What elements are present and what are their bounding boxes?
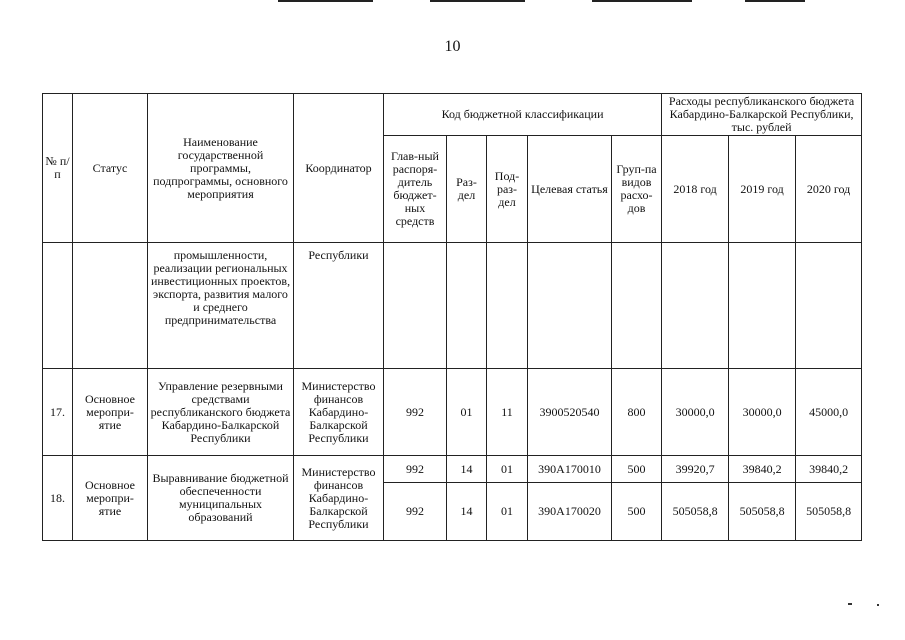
cell-2019: 30000,0 xyxy=(729,369,796,456)
top-rule xyxy=(430,0,525,2)
page-number: 10 xyxy=(444,38,461,55)
cell-vid: 500 xyxy=(612,483,662,541)
cell-num: 17. xyxy=(43,369,73,456)
cell-grbs: 992 xyxy=(384,456,447,483)
cell-2019: 505058,8 xyxy=(729,483,796,541)
cell-2018: 39920,7 xyxy=(662,456,729,483)
header-vid: Груп-па видов расхо-дов xyxy=(612,136,662,243)
cell-coordinator: Министерство финансов Кабардино-Балкарской Республики xyxy=(294,369,384,456)
cell-status: Основное меропри-ятие xyxy=(73,456,148,541)
header-expense-group: Расходы республиканского бюджета Кабардино-Балкарской Республики, тыс. рублей xyxy=(662,94,862,136)
cell-razdel: 01 xyxy=(447,369,487,456)
cell-2019: 39840,2 xyxy=(729,456,796,483)
cell-num: 18. xyxy=(43,456,73,541)
header-code-group: Код бюджетной классификации xyxy=(384,94,662,136)
cell-coordinator: Республики xyxy=(294,243,384,369)
cell-2020: 505058,8 xyxy=(796,483,862,541)
header-target: Целевая статья xyxy=(528,136,612,243)
cell-2018: 505058,8 xyxy=(662,483,729,541)
header-coordinator: Координатор xyxy=(294,94,384,243)
top-rule xyxy=(592,0,692,2)
cell-razdel: 14 xyxy=(447,483,487,541)
cell-coordinator: Министерство финансов Кабардино-Балкарской Республики xyxy=(294,456,384,541)
header-name: Наименование государственной программы, подпрограммы, основного мероприятия xyxy=(148,94,294,243)
cell-target: 3900520540 xyxy=(528,369,612,456)
cell-grbs: 992 xyxy=(384,483,447,541)
scan-speck xyxy=(848,603,852,605)
header-2018: 2018 год xyxy=(662,136,729,243)
header-2020: 2020 год xyxy=(796,136,862,243)
budget-table xyxy=(42,93,862,541)
cell-razdel: 14 xyxy=(447,456,487,483)
cell-name: промышленности, реализации региональных инвестиционных проектов, экспорта, развития малого и среднего предпринимательства xyxy=(148,243,294,369)
header-num: № п/п xyxy=(43,94,73,243)
cell-2020: 39840,2 xyxy=(796,456,862,483)
cell-podrazdel: 01 xyxy=(487,456,528,483)
header-razdel: Раз-дел xyxy=(447,136,487,243)
header-2019: 2019 год xyxy=(729,136,796,243)
table-row xyxy=(43,369,862,456)
header-grbs: Глав-ный распоря-дитель бюджет-ных средств xyxy=(384,136,447,243)
table-row xyxy=(43,243,862,369)
header-status: Статус xyxy=(73,94,148,243)
cell-vid: 800 xyxy=(612,369,662,456)
top-rule xyxy=(745,0,805,2)
cell-target: 390А170010 xyxy=(528,456,612,483)
scan-speck xyxy=(877,604,879,606)
table-row xyxy=(43,456,862,483)
cell-status: Основное меропри-ятие xyxy=(73,369,148,456)
cell-podrazdel: 01 xyxy=(487,483,528,541)
top-rule xyxy=(278,0,373,2)
cell-2020: 45000,0 xyxy=(796,369,862,456)
cell-name: Управление резервными средствами республиканского бюджета Кабардино-Балкарской Республики xyxy=(148,369,294,456)
cell-name: Выравнивание бюджетной обеспеченности муниципальных образований xyxy=(148,456,294,541)
header-podrazdel: Под-раз-дел xyxy=(487,136,528,243)
cell-vid: 500 xyxy=(612,456,662,483)
cell-grbs: 992 xyxy=(384,369,447,456)
cell-target: 390А170020 xyxy=(528,483,612,541)
cell-2018: 30000,0 xyxy=(662,369,729,456)
cell-podrazdel: 11 xyxy=(487,369,528,456)
